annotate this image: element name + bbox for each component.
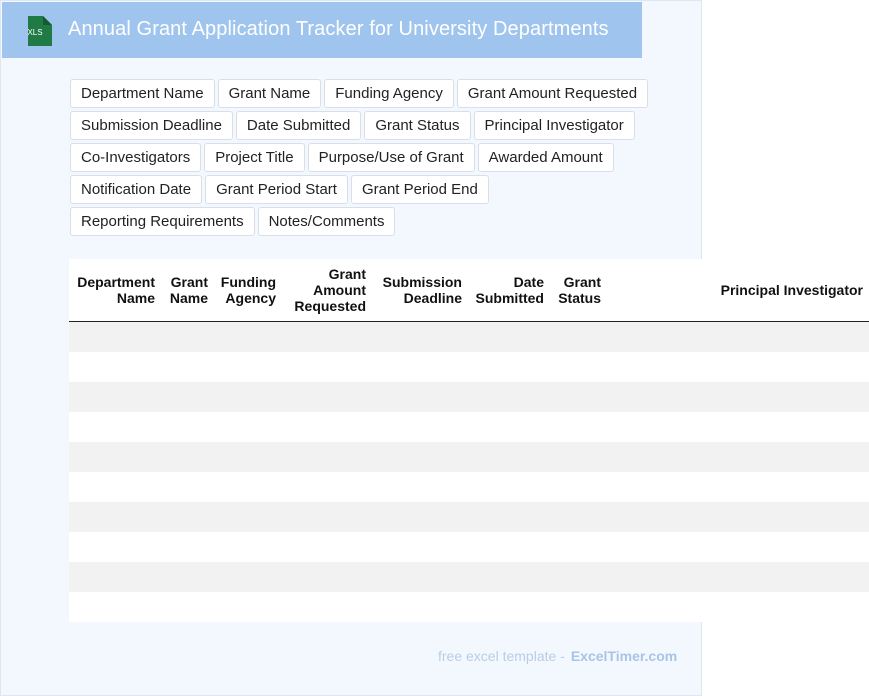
table-cell[interactable] (282, 502, 372, 532)
column-header[interactable]: Principal Investigator (607, 259, 869, 322)
table-cell[interactable] (282, 442, 372, 472)
table-cell[interactable] (214, 382, 282, 412)
field-chip[interactable]: Grant Name (218, 79, 322, 108)
table-cell[interactable] (161, 472, 214, 502)
table-cell[interactable] (372, 562, 468, 592)
table-cell[interactable] (372, 442, 468, 472)
table-cell[interactable] (282, 412, 372, 442)
page-title: Annual Grant Application Tracker for University Departments (68, 18, 609, 40)
field-chip[interactable]: Grant Period End (351, 175, 489, 204)
tracker-table-container[interactable] (69, 259, 863, 622)
field-chip[interactable]: Project Title (204, 143, 304, 172)
footer-prefix: free excel template - (438, 648, 565, 664)
table-cell[interactable] (607, 532, 869, 562)
table-cell[interactable] (214, 412, 282, 442)
table-cell[interactable] (550, 382, 607, 412)
table-cell[interactable] (372, 382, 468, 412)
field-chip[interactable]: Purpose/Use of Grant (308, 143, 475, 172)
tracker-table (69, 259, 869, 622)
table-row[interactable] (69, 472, 869, 502)
table-row[interactable] (69, 532, 869, 562)
table-cell[interactable] (214, 322, 282, 353)
table-cell[interactable] (607, 562, 869, 592)
table-cell[interactable] (69, 532, 161, 562)
table-cell[interactable] (468, 592, 550, 622)
table-cell[interactable] (372, 532, 468, 562)
table-cell[interactable] (550, 442, 607, 472)
field-chip[interactable]: Notification Date (70, 175, 202, 204)
table-cell[interactable] (214, 472, 282, 502)
table-cell[interactable] (468, 352, 550, 382)
table-cell[interactable] (69, 352, 161, 382)
table-cell[interactable] (550, 532, 607, 562)
table-cell[interactable] (282, 382, 372, 412)
table-cell[interactable] (282, 352, 372, 382)
column-header[interactable]: Grant Amount Requested (282, 259, 372, 322)
table-cell[interactable] (550, 562, 607, 592)
table-cell[interactable] (607, 352, 869, 382)
table-cell[interactable] (468, 442, 550, 472)
table-cell[interactable] (214, 502, 282, 532)
table-cell[interactable] (607, 412, 869, 442)
field-chip[interactable]: Grant Period Start (205, 175, 348, 204)
table-cell[interactable] (550, 592, 607, 622)
field-chip-list (70, 79, 675, 236)
table-cell[interactable] (214, 442, 282, 472)
table-cell[interactable] (372, 352, 468, 382)
footer-credit (438, 648, 677, 664)
table-cell[interactable] (282, 322, 372, 353)
xls-file-icon-label: XLS (27, 28, 43, 37)
column-header[interactable]: Submission Deadline (372, 259, 468, 322)
table-cell[interactable] (69, 412, 161, 442)
table-cell[interactable] (214, 532, 282, 562)
table-row[interactable] (69, 562, 869, 592)
table-row[interactable] (69, 442, 869, 472)
column-header[interactable]: Department Name (69, 259, 161, 322)
table-cell[interactable] (282, 562, 372, 592)
table-cell[interactable] (372, 592, 468, 622)
table-cell[interactable] (607, 322, 869, 353)
table-cell[interactable] (468, 412, 550, 442)
table-cell[interactable] (161, 352, 214, 382)
table-row[interactable] (69, 382, 869, 412)
table-cell[interactable] (372, 412, 468, 442)
table-cell[interactable] (607, 382, 869, 412)
table-row[interactable] (69, 322, 869, 353)
table-cell[interactable] (214, 592, 282, 622)
table-cell[interactable] (161, 532, 214, 562)
footer-brand-link[interactable]: ExcelTimer.com (570, 648, 678, 664)
table-cell[interactable] (607, 442, 869, 472)
field-chip[interactable]: Submission Deadline (70, 111, 233, 140)
table-row[interactable] (69, 592, 869, 622)
column-header[interactable]: Grant Name (161, 259, 214, 322)
table-cell[interactable] (468, 562, 550, 592)
table-cell[interactable] (282, 532, 372, 562)
field-chip[interactable]: Grant Amount Requested (457, 79, 648, 108)
table-cell[interactable] (550, 322, 607, 353)
table-cell[interactable] (282, 472, 372, 502)
field-chip[interactable]: Co-Investigators (70, 143, 201, 172)
table-cell[interactable] (372, 472, 468, 502)
table-cell[interactable] (468, 502, 550, 532)
table-row[interactable] (69, 412, 869, 442)
table-cell[interactable] (550, 472, 607, 502)
table-cell[interactable] (468, 532, 550, 562)
table-body (69, 322, 869, 623)
table-cell[interactable] (372, 502, 468, 532)
table-cell[interactable] (161, 502, 214, 532)
table-cell[interactable] (69, 442, 161, 472)
column-header[interactable]: Date Submitted (468, 259, 550, 322)
table-cell[interactable] (550, 352, 607, 382)
table-cell[interactable] (550, 412, 607, 442)
table-cell[interactable] (607, 592, 869, 622)
table-cell[interactable] (468, 322, 550, 353)
field-chip[interactable]: Notes/Comments (258, 207, 396, 236)
table-cell[interactable] (161, 412, 214, 442)
table-cell[interactable] (468, 382, 550, 412)
table-cell[interactable] (214, 352, 282, 382)
table-cell[interactable] (69, 322, 161, 353)
header-bar (2, 2, 642, 58)
table-cell[interactable] (69, 382, 161, 412)
table-row[interactable] (69, 352, 869, 382)
field-chip[interactable]: Funding Agency (324, 79, 454, 108)
table-cell[interactable] (214, 562, 282, 592)
table-cell[interactable] (69, 562, 161, 592)
table-cell[interactable] (161, 382, 214, 412)
table-cell[interactable] (282, 592, 372, 622)
field-chip[interactable]: Date Submitted (236, 111, 361, 140)
column-header[interactable]: Funding Agency (214, 259, 282, 322)
table-cell[interactable] (161, 442, 214, 472)
field-chip[interactable]: Department Name (70, 79, 215, 108)
table-cell[interactable] (607, 502, 869, 532)
table-header-row (69, 259, 869, 322)
table-cell[interactable] (69, 472, 161, 502)
field-chip[interactable]: Grant Status (364, 111, 470, 140)
field-chip[interactable]: Principal Investigator (474, 111, 635, 140)
table-cell[interactable] (161, 592, 214, 622)
field-chip[interactable]: Awarded Amount (478, 143, 614, 172)
table-cell[interactable] (372, 322, 468, 353)
table-cell[interactable] (69, 592, 161, 622)
table-cell[interactable] (161, 562, 214, 592)
table-cell[interactable] (161, 322, 214, 353)
table-row[interactable] (69, 502, 869, 532)
table-cell[interactable] (607, 472, 869, 502)
table-cell[interactable] (468, 472, 550, 502)
xls-file-icon (24, 16, 52, 46)
field-chip[interactable]: Reporting Requirements (70, 207, 255, 236)
column-header[interactable]: Grant Status (550, 259, 607, 322)
table-cell[interactable] (69, 502, 161, 532)
table-cell[interactable] (550, 502, 607, 532)
